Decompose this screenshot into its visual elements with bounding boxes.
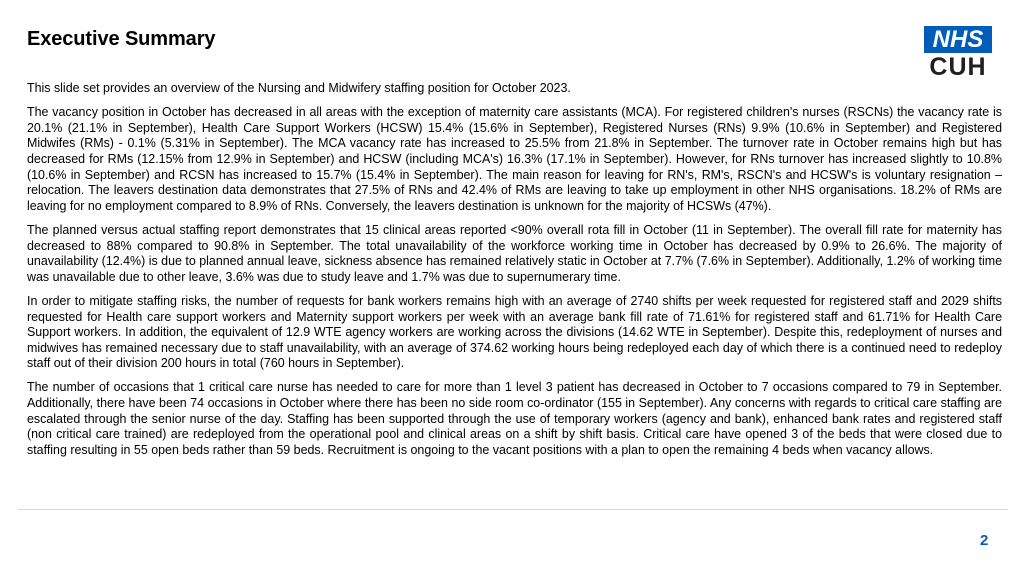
- nhs-cuh-logo: [923, 26, 993, 80]
- paragraph-mitigation: In order to mitigate staffing risks, the number of requests for bank workers remains high with an average of 2740 shifts per week requested for registered staff and 2029 shifts requested for Health care support workers and Maternity support workers per week with an average bank fill rate of 71.61% for registered staff and 61.71% for Health Care Support workers. In addition, the equivalent of 12.9 WTE agency workers are working across the divisions (14.62 WTE in September). Despite this, redeployment of nurses and midwives has remained necessary due to staff unavailability, with an average of 374.62 working hours being redeployed each day of which there is a continued need to redeploy staff out of their division 200 hours in total (760 hours in September).: [27, 293, 1002, 371]
- summary-body: [27, 81, 1002, 467]
- paragraph-critical-care: The number of occasions that 1 critical care nurse has needed to care for more than 1 level 3 patient has decreased in October to 7 occasions compared to 79 in September. Additionally, there have been 74 occasions in October where there has been no side room co-ordinator (155 in September). Any concerns with regards to critical care staffing are escalated through the senior nurse of the day. Staffing has been supported through the use of temporary workers (agency and bank), enhanced bank rates and registered staff (non critical care trained) are redeployed from the operational pool and clinical areas on a shift by shift basis. Critical care have opened 3 of the beds that were closed due to staffing resulting in 55 open beds rather than 59 beds. Recruitment is ongoing to the vacant positions with a plan to open the remaining 4 beds when vacancy allows.: [27, 380, 1002, 457]
- paragraph-staffing-fill: The planned versus actual staffing report demonstrates that 15 clinical areas reported <90% overall rota fill in October (11 in September). The overall fill rate for maternity has decreased to 88% compared to 90.8% in September. The total unavailability of the workforce working time in October has decreased by 0.9% to 26.6%. The majority of unavailability (12.4%) is due to planned annual leave, sickness absence has remained relatively static in October at 7.7% (7.6% in September). Additionally, 1.2% of working time was unavailable due to other leave, 3.6% was due to study leave and 1.7% was due to supernumerary time.: [27, 222, 1002, 284]
- paragraph-vacancy: The vacancy position in October has decreased in all areas with the exception of maternity care assistants (MCA). For registered children's nurses (RSCNs) the vacancy rate is 20.1% (21.1% in September), Health Care Support Workers (HCSW) 15.4% (15.6% in September), Registered Nurses (RNs) 9.9% (10.6% in September) and Registered Midwifes (RMs) - 0.1% (5.31% in September). The MCA vacancy rate has increased to 25.5% from 21.8% in September. The turnover rate in October remains high but has decreased for RMs (12.15% from 12.9% in September) and HCSW (including MCA's) 16.3% (17.1% in September). However, for RNs turnover has increased slightly to 10.8% (10.6% in September) and RCSN has increased to 15.7% (15.4% in September). The main reason for leaving for RN's, RM's, RSCN's and HCSW's is voluntary resignation – relocation. The leavers destination data demonstrates that 27.5% of RNs and 42.4% of RMs are leaving to take up employment in other NHS organisations. 18.2% of RMs are leaving for no employment compared to 8.9% of RNs. Conversely, the leavers destination is unknown for the majority of HCSWs (47%).: [27, 105, 1002, 213]
- footer-divider: [18, 509, 1008, 510]
- organisation-name: CUH: [929, 53, 987, 81]
- page-number: 2: [980, 532, 989, 549]
- page-title: Executive Summary: [27, 28, 216, 50]
- paragraph-overview: This slide set provides an overview of the Nursing and Midwifery staffing position for October 2023.: [27, 81, 571, 95]
- nhs-logo-mark: NHS: [924, 26, 992, 53]
